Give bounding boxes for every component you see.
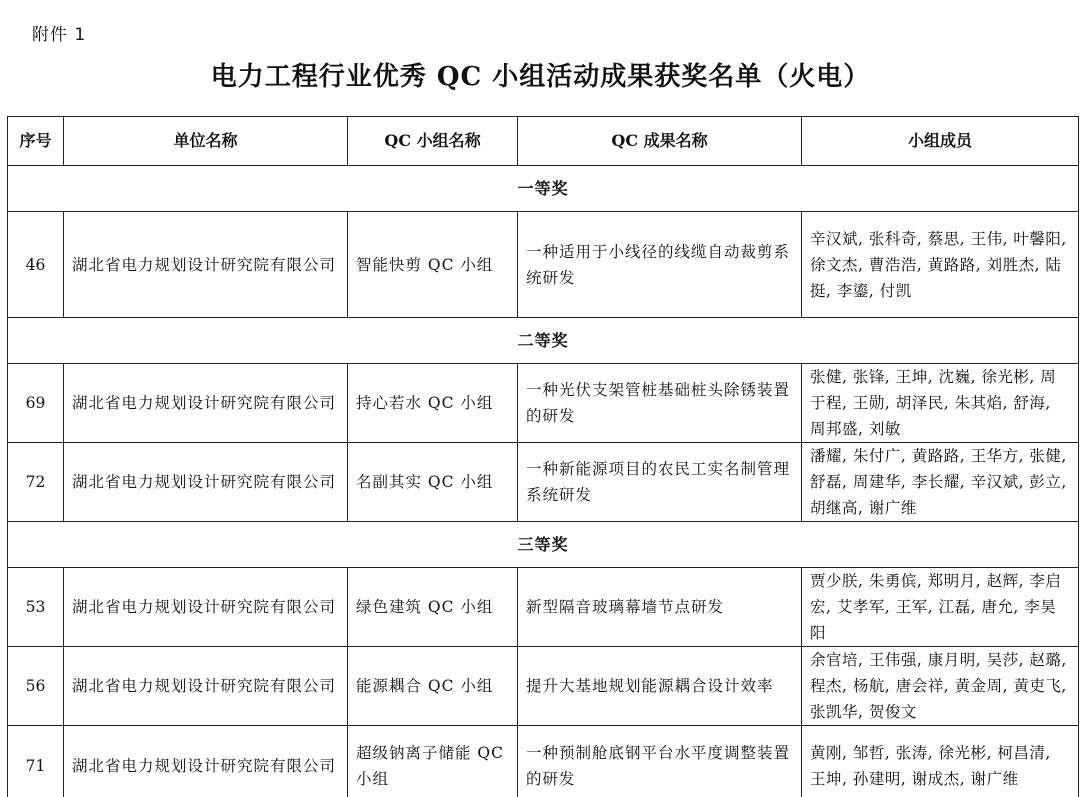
cell-members: 贾少朕, 朱勇傧, 郑明月, 赵辉, 李启宏, 艾孝军, 王军, 江磊, 唐允, 李昊阳 [802,568,1079,647]
cell-result: 提升大基地规划能源耦合设计效率 [518,647,802,726]
column-header-seq: 序号 [8,117,64,166]
section-label: 二等奖 [8,318,1079,364]
cell-seq: 72 [8,443,64,522]
cell-unit: 湖北省电力规划设计研究院有限公司 [64,647,348,726]
cell-members: 张健, 张锋, 王坤, 沈巍, 徐光彬, 周于程, 王勋, 胡泽民, 朱其焰, 舒海, 周邦盛, 刘敏 [802,364,1079,443]
cell-unit: 湖北省电力规划设计研究院有限公司 [64,364,348,443]
cell-group: 智能快剪 QC 小组 [348,212,518,318]
cell-group: 超级钠离子储能 QC 小组 [348,726,518,797]
column-header-members: 小组成员 [802,117,1079,166]
cell-seq: 46 [8,212,64,318]
table-row [8,443,1079,522]
cell-members: 辛汉斌, 张科奇, 蔡思, 王伟, 叶馨阳, 徐文杰, 曹浩浩, 黄路路, 刘胜杰, 陆挺, 李鎏, 付凯 [802,212,1079,318]
cell-group: 能源耦合 QC 小组 [348,647,518,726]
cell-members: 潘耀, 朱付广, 黄路路, 王华方, 张健, 舒磊, 周建华, 李长耀, 辛汉斌, 彭立, 胡继高, 谢广维 [802,443,1079,522]
document-title: 电力工程行业优秀 QC 小组活动成果获奖名单（火电） [210,62,871,92]
cell-result: 一种新能源项目的农民工实名制管理系统研发 [518,443,802,522]
cell-unit: 湖北省电力规划设计研究院有限公司 [64,212,348,318]
table-header-row [8,117,1079,166]
cell-group: 持心若水 QC 小组 [348,364,518,443]
cell-unit: 湖北省电力规划设计研究院有限公司 [64,568,348,647]
cell-result: 新型隔音玻璃幕墙节点研发 [518,568,802,647]
column-header-result: QC 成果名称 [518,117,802,166]
cell-result: 一种预制舱底钢平台水平度调整装置的研发 [518,726,802,797]
section-row-third-prize [8,522,1079,568]
cell-result: 一种光伏支架管桩基础桩头除锈装置的研发 [518,364,802,443]
section-label: 一等奖 [8,166,1079,212]
cell-result: 一种适用于小线径的线缆自动裁剪系统研发 [518,212,802,318]
cell-seq: 69 [8,364,64,443]
cell-seq: 56 [8,647,64,726]
table-row [8,364,1079,443]
cell-unit: 湖北省电力规划设计研究院有限公司 [64,443,348,522]
cell-members: 余官培, 王伟强, 康月明, 吴莎, 赵璐, 程杰, 杨航, 唐会祥, 黄金周, 黄吏飞, 张凯华, 贺俊文 [802,647,1079,726]
column-header-group: QC 小组名称 [348,117,518,166]
table-row [8,568,1079,647]
table-row [8,647,1079,726]
cell-members: 黄刚, 邹哲, 张涛, 徐光彬, 柯昌清, 王坤, 孙建明, 谢成杰, 谢广维 [802,726,1079,797]
section-row-second-prize [8,318,1079,364]
section-row-first-prize [8,166,1079,212]
awards-table [7,116,1079,797]
attachment-label: 附件 1 [32,25,87,45]
cell-group: 名副其实 QC 小组 [348,443,518,522]
table-row [8,726,1079,797]
table-row [8,212,1079,318]
cell-group: 绿色建筑 QC 小组 [348,568,518,647]
cell-unit: 湖北省电力规划设计研究院有限公司 [64,726,348,797]
cell-seq: 71 [8,726,64,797]
cell-seq: 53 [8,568,64,647]
column-header-unit: 单位名称 [64,117,348,166]
section-label: 三等奖 [8,522,1079,568]
